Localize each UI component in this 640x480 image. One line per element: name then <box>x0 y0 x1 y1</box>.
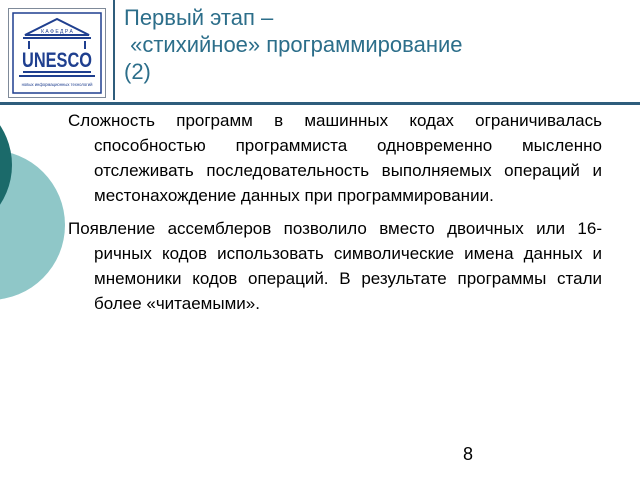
page-number: 8 <box>463 444 474 464</box>
unesco-temple-icon <box>9 9 105 97</box>
unesco-logo <box>8 8 106 98</box>
slide-title: Первый этап – «стихийное» программирование (2) <box>124 5 463 84</box>
slide-body <box>68 108 602 324</box>
paragraph-1: Сложность программ в машинных кодах ограничивалась способностью программиста одновременно мысленно отслеживать последовательность выполняемых операций и местонахождение данных при программировании. <box>68 111 602 205</box>
logo-top-text: К А Ф Е Д Р А <box>41 29 73 35</box>
logo-bottom-text: новых информационных технологий <box>21 82 93 87</box>
paragraph-2: Появление ассемблеров позволило вместо двоичных или 16-ричных кодов использовать символические имена данных и мнемоники кодов операций. В результате программы стали более «читаемыми». <box>68 219 602 313</box>
header-horizontal-rule <box>0 102 640 105</box>
logo-main-text: UNESCO <box>22 49 92 72</box>
header-vertical-rule <box>113 0 115 100</box>
